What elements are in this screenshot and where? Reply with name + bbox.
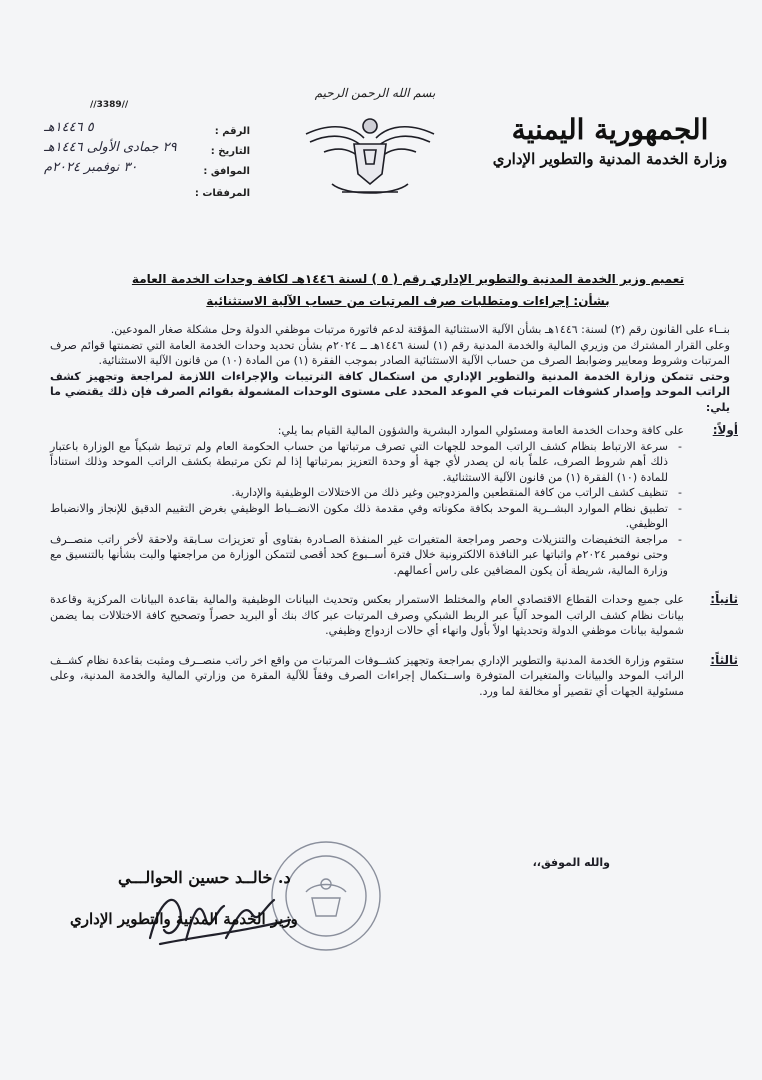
section-second [50,592,738,639]
section-first-list [50,439,684,579]
intro-paragraph-1: بنــاء على القانون رقم (٢) لسنة: ١٤٤٦هـ بشأن الآلية الاستثنائية المؤقتة لدعم فاتورة مرتبات موظفي الدولة وحل مشكلة صغار المودعين. [110,323,730,336]
list-item: - تطبيق نظام الموارد البشــرية الموحد بكافة مكوناته وفي مقدمة ذلك مكون الانضــباط الوظيفي بغرض التقييم الدقيق للإنجاز والانضباط الوظيفي. [50,501,684,532]
section-first-lead: على كافة وحدات الخدمة العامة ومسئولي الموارد البشرية والشؤون المالية القيام بما يلي: [277,424,684,437]
subject-line-2: بشأن: إجراءات ومتطلبات صرف المرتبات من حساب الآلية الاستثنائية [206,294,610,308]
list-item: - تنظيف كشف الراتب من كافة المنقطعين والمزدوجين وغير ذلك من الاختلالات الوظيفية والإدارية. [50,485,684,501]
document-body [50,322,738,699]
subject-line-1: تعميم وزير الخدمة المدنية والتطوير الإداري رقم ( ٥ ) لسنة ١٤٤٦هـ لكافة وحدات الخدمة العامة [131,272,685,286]
republic-name: الجمهورية اليمنية [511,113,709,146]
list-item: - مراجعة التخفيضات والتنزيلات وحصر ومراجعة المتغيرات غير المنفذة الصـادرة بفتاوى أو تعزيزات سـابقة ولاحقة لأخر راتب منصــرف وحتى نوفمبر ٢٠٢٤م واثباتها عبر النافذة الالكترونية خلال فترة أســبوع كحد أقصى لتتمكن الوزارة من مراجعتها والبت بشأنها بالتنسيق مع وزارة المالية، شريطة أن يكون المضافين على راس أعمالهم. [50,532,684,579]
intro-paragraph-3: وحتى تتمكن وزارة الخدمة المدنية والتطوير الإداري من استكمال كافة الترتيبات والإجراءات اللازمة لمراجعة وتجهيز كشف الراتب الموحد وإصدار كشوفات المرتبات في الموعد المحدد على مستوى الوحدات المشمولة بقوائم الصرف فإن ذلك يقتضي ما يلي: [50,369,730,414]
section-first [50,423,738,578]
document-number: //3389// [90,100,129,110]
ministry-name: وزارة الخدمة المدنية والتطوير الإداري [492,150,728,168]
corresponding-label: الموافق : [203,166,250,177]
number-value: ٥ ١٤٤٦هـ [44,120,94,135]
date-label: التاريخ : [210,146,250,157]
yemen-eagle-emblem-icon [302,104,438,204]
section-third [50,652,738,700]
closing-phrase: والله الموفق،، [532,856,610,869]
subject [88,268,728,312]
intro-paragraph-2: وعلى القرار المشترك من وزيري المالية والخدمة المدنية رقم (١) لسنة ١٤٤٦هـ ــ ٢٠٢٤م بشأن تحديد وحدات الخدمة العامة التي تضمنتها قوائم صرف المرتبات وشروط ومعايير وضوابط الصرف من حساب الآلية الاستثنائية الصادر بموجب الفقرة (١) من المادة (١٠) من قانون الآلية الاستثنائية. [50,338,730,367]
attachments-label: المرفقات : [194,188,250,199]
section-third-text: ستقوم وزارة الخدمة المدنية والتطوير الإداري بمراجعة وتجهيز كشــوفات المرتبات من واقع اخر راتب منصــرف ومثبت بقاعدة نظام كشــف الراتب الموحد والبيانات والمتغيرات المتوفرة واســتكمال إجراءات الصرف وفقاً للآلية المقرة من وزارتي المالية والخدمة المدنية، وعلى مسئولية الجهات أي تقصير أو مخالفة لما ورد. [50,653,684,698]
number-label: الرقم : [214,126,250,137]
section-second-label: ثانياً: [710,592,738,606]
section-second-text: على جميع وحدات القطاع الاقتصادي العام والمختلط الاستمرار بعكس وتحديث البيانات الوظيفية والمالية بقاعدة البيانات المركزية وقاعدة بيانات نظام كشف الراتب الموحد آلياً عبر الربط الشبكي وصرف المرتبات عبر كاك بنك أو البريد حصراً وتصحيح كافة الاختلالات بما يضمن شمولية بيانات موظفي الدولة وتحديثها اولاً بأول وانهاء أي حالات ازدواج وظيفي. [50,593,684,637]
signatory-title: وزير الخدمة المدنية والتطوير الإداري [70,910,298,928]
date-value: ٢٩ جمادى الأولى ١٤٤٦هـ [44,140,177,155]
letterhead-title [490,112,730,170]
corresponding-value: ٣٠ نوفمبر ٢٠٢٤م [44,160,138,175]
section-third-label: ثالثاً: [710,652,738,667]
signatory-name: د. خالــد حسين الحوالـــي [118,868,291,887]
list-item: - سرعة الارتباط بنظام كشف الراتب الموحد للجهات التي تصرف مرتباتها من حساب الحكومة العام ولم ترتبط شبكياً مع الوزارة باعتبار ذلك أهم شروط الصرف، علماً بانه لن يصدر لأي جهة أو وحدة التعزيز بمرتباتها إذا لم تكن مرتبطة بكشف الراتب الموحد وذلك استناداً للمادة (١٠) الفقرة (١) من قانون الآلية الاستثنائية. [50,439,684,486]
section-first-label: أولاً: [712,423,738,437]
basmala: بسم الله الرحمن الرحيم [314,86,436,100]
